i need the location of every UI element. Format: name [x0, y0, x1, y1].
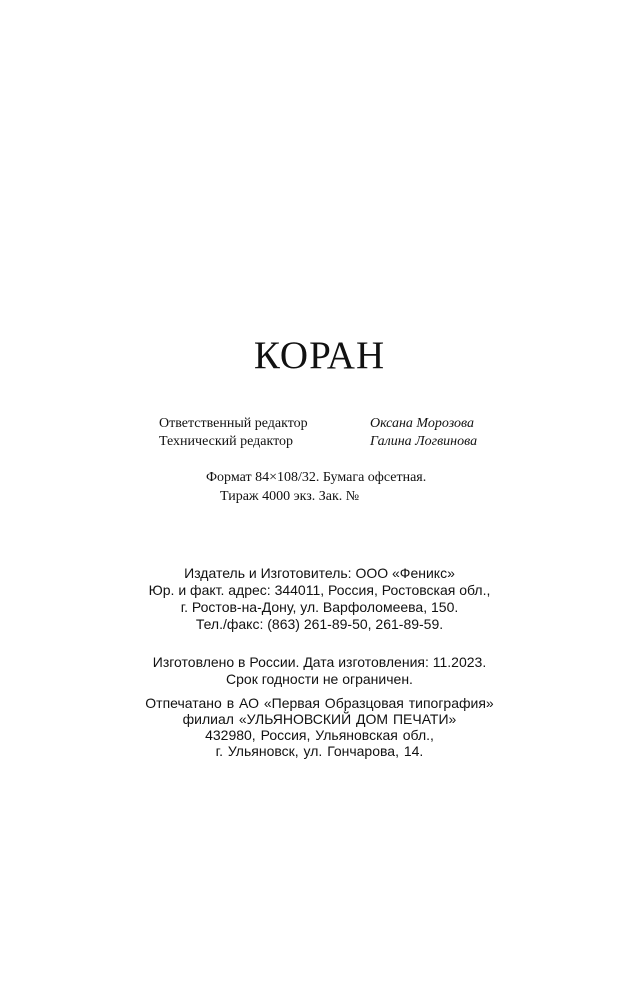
manufacture-line: Срок годности не ограничен.: [226, 671, 413, 687]
manufacture-block: [0, 654, 639, 688]
manufacture-line: Изготовлено в России. Дата изготовления: 11.2023.: [152, 654, 487, 670]
editor-name: Оксана Морозова: [370, 416, 474, 431]
printing-line: Отпечатано в АО «Первая Образцовая типография»: [145, 695, 494, 711]
printing-line: г. Ульяновск, ул. Гончарова, 14.: [215, 743, 424, 759]
publisher-line: г. Ростов-на-Дону, ул. Варфоломеева, 150.: [180, 599, 459, 615]
editor-role: Технический редактор: [159, 434, 294, 449]
editor-row-technical: [159, 433, 499, 451]
publisher-line: Тел./факс: (863) 261-89-50, 261-89-59.: [195, 616, 444, 632]
book-title: КОРАН: [253, 334, 386, 377]
editor-role: Ответственный редактор: [159, 416, 308, 431]
editors-block: [159, 415, 499, 451]
editor-row-responsible: [159, 415, 499, 433]
publisher-block: [0, 565, 639, 633]
printing-line: филиал «УЛЬЯНОВСКИЙ ДОМ ПЕЧАТИ»: [182, 711, 457, 727]
format-paper-line: Формат 84×108/32. Бумага офсетная.: [206, 470, 427, 485]
publisher-line: Юр. и факт. адрес: 344011, Россия, Ростовская обл.,: [148, 582, 491, 598]
publisher-line: Издатель и Изготовитель: ООО «Феникс»: [184, 565, 455, 581]
format-print-run-line: Тираж 4000 экз. Зак. №: [220, 489, 360, 504]
format-block: [0, 468, 639, 506]
editor-name: Галина Логвинова: [370, 434, 478, 449]
printing-line: 432980, Россия, Ульяновская обл.,: [205, 727, 434, 743]
printing-block: [0, 695, 639, 759]
